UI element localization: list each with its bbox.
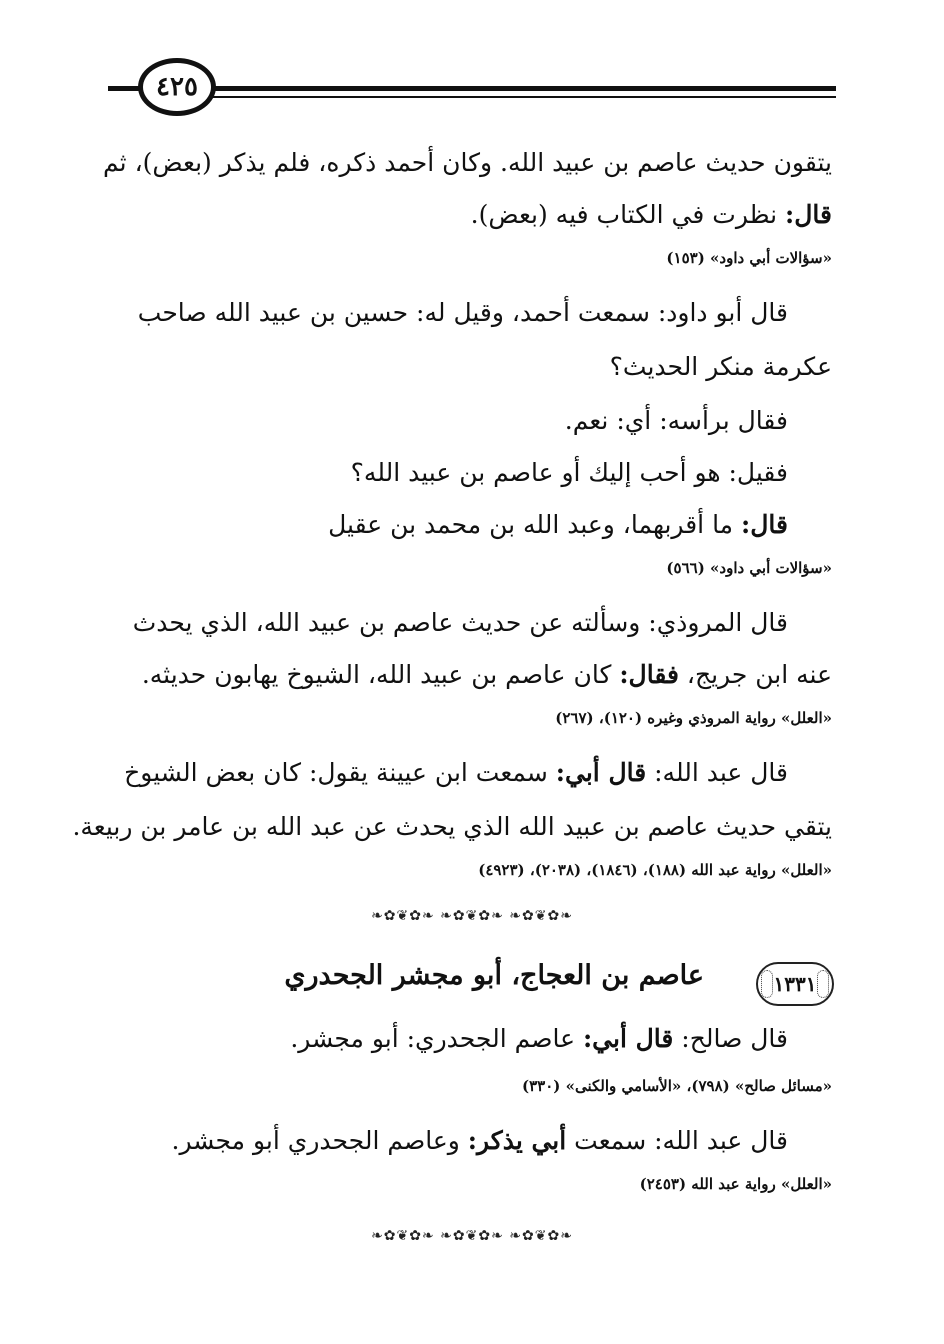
text-line: قال المروذي: وسألته عن حديث عاصم بن عبيد الله، الذي يحدث <box>132 608 788 637</box>
citation: «العلل» رواية عبد الله (١٨٨)، (١٨٤٦)، (٢٠٣٨)، (٤٩٢٣) <box>478 861 832 879</box>
citation: «سؤالات أبي داود» (٥٦٦) <box>666 559 832 577</box>
header-rule-thin <box>210 96 836 98</box>
text-line: قال عبد الله: سمعت أبي يذكر: وعاصم الجحدري أبو مجشر. <box>171 1126 788 1155</box>
entry-number: ١٣٣١ <box>773 972 817 996</box>
citation: «مسائل صالح» (٧٩٨)، «الأسامي والكنى» (٣٣٠) <box>522 1077 832 1095</box>
section-ornament: ❧✿❦✿❧ ❧✿❦✿❧ ❧✿❦✿❧ <box>371 1228 573 1244</box>
page-number: ٤٢٥ <box>138 58 216 116</box>
text-line: قال: نظرت في الكتاب فيه (بعض). <box>470 200 832 229</box>
text-line: فقال برأسه: أي: نعم. <box>564 406 788 435</box>
text-line: يتقي حديث عاصم بن عبيد الله الذي يحدث عن عبد الله بن عامر بن ربيعة. <box>72 812 832 841</box>
entry-number-frame <box>756 962 834 1006</box>
text-line: عنه ابن جريج، فقال: كان عاصم بن عبيد الله، الشيوخ يهابون حديثه. <box>141 660 832 689</box>
citation: «العلل» رواية المروذي وغيره (١٢٠)، (٢٦٧) <box>555 709 832 727</box>
text-line: قال صالح: قال أبي: عاصم الجحدري: أبو مجشر. <box>290 1024 788 1053</box>
entry-title: عاصم بن العجاج، أبو مجشر الجحدري <box>284 960 704 991</box>
citation: «سؤالات أبي داود» (١٥٣) <box>666 249 832 267</box>
text-line: قال أبو داود: سمعت أحمد، وقيل له: حسين بن عبيد الله صاحب <box>137 298 788 327</box>
text-line: عكرمة منكر الحديث؟ <box>609 352 832 381</box>
citation: «العلل» رواية عبد الله (٢٤٥٣) <box>639 1175 832 1193</box>
section-ornament: ❧✿❦✿❧ ❧✿❦✿❧ ❧✿❦✿❧ <box>371 908 573 924</box>
text-line: فقيل: هو أحب إليك أو عاصم بن عبيد الله؟ <box>350 458 788 487</box>
header-rule <box>108 86 836 91</box>
text-line: قال عبد الله: قال أبي: سمعت ابن عيينة يقول: كان بعض الشيوخ <box>124 758 788 787</box>
text-line: قال: ما أقربهما، وعبد الله بن محمد بن عقيل <box>328 510 788 539</box>
text-line: يتقون حديث عاصم بن عبيد الله. وكان أحمد ذكره، فلم يذكر (بعض)، ثم <box>103 148 832 177</box>
